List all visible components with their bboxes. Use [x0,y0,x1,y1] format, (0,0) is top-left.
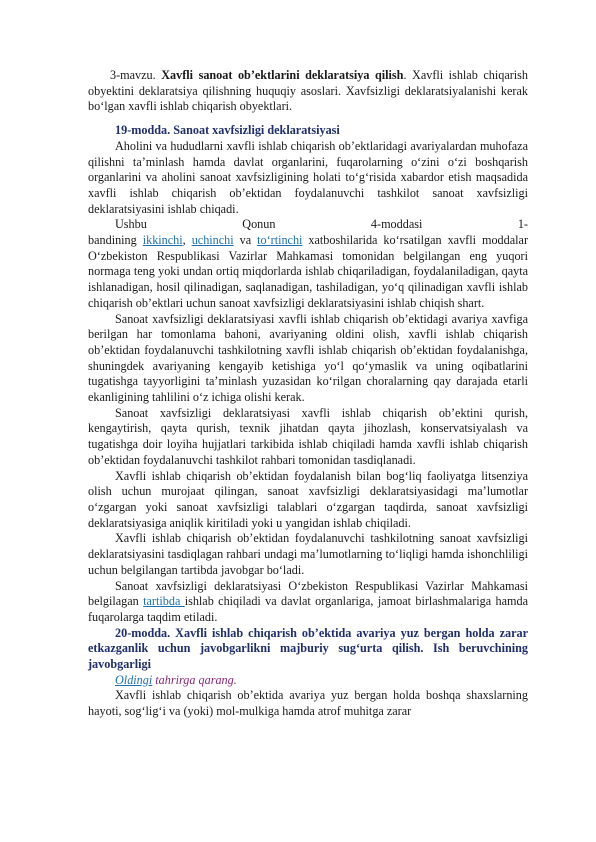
topic-prefix: 3-mavzu. [110,68,162,82]
conjunction-va: va [233,233,258,248]
article-20-paragraph-1: Xavfli ishlab chiqarish ob’ektida avariya yuz bergan holda boshqa shaxslarning hayoti, sog‘lig‘i va (yoki) mol-mulkiga hamda atrof muhitga zarar [88,688,528,719]
article-19-paragraph-3: Sanoat xavfsizligi deklaratsiyasi xavfli ishlab chiqarish ob’ektidagi avariya xavfiga berilgan har tomonlama bahoni, avariyaning oldini olish, xavfli ishlab chiqarish ob’ektidan foydalanuvchi tashkilotning xavfli ishlab chiqarish ob’ektidan foydalanishga, shuningdek avariyaning kengayib ketishiga yo‘l qo‘ymaslik va uning oqibatlarini tugatishga tayyorligini ta’minlash yuzasidan ko‘rilgan choralarning qay darajada etarli ekanligining tahlilini o‘z ichiga olishi kerak. [88,311,528,405]
topic-title: Xavfli sanoat ob’ektlarini deklaratsiya qilish [161,68,404,82]
link-oldingi[interactable]: Oldingi [115,672,153,687]
paragraph-7-rest: ishlab chiqiladi va davlat organlariga, jamoat birlashmalariga hamda fuqarolarga taqdim etiladi. [88,594,528,624]
edition-note-text: tahrirga qarang. [152,672,237,687]
word-ushbu: Ushbu [115,217,147,232]
comma: , [182,233,192,248]
paragraph-7-start: Sanoat xavfsizligi deklaratsiyasi O‘zbekiston Respublikasi Vazirlar Mahkamasi belgilagan [88,578,528,609]
article-19-paragraph-4: Sanoat xavfsizligi deklaratsiyasi xavfli ishlab chiqarish ob’ektini qurish, kengaytirish, qayta qurish, texnik jihatdan qayta jihozlash, konservatsiyalash va tugatishga doir loyiha hujjatlari tarkibida ishlab chiqiladi hamda xavfli ishlab chiqarish ob’ektidan foydalanuvchi tashkilot rahbari tomonidan tasdiqlanadi. [88,405,528,467]
article-19-paragraph-1: Aholini va hududlarni xavfli ishlab chiqarish ob’ektlaridagi avariyalardan muhofaza qilishni ta’minlash hamda davlat organlarini, fuqarolarning o‘zini o‘zi boshqarish organlarini va aholini sanoat xavfsizligining holati to‘g‘risida xabardor etish maqsadida xavfli ishlab chiqarish ob’ektidan foydalanuvchi tashkilot sanoat xavfsizligi deklaratsiyasini ishlab chiqadi. [88,138,528,216]
word-band: 1- [517,217,528,232]
article-19-paragraph-6: Xavfli ishlab chiqarish ob’ektidan foydalanuvchi tashkilotning sanoat xavfsizligi deklaratsiyasini tasdiqlagan rahbari undagi ma’lumotlarning to‘liqligi hamda ishonchliligi uchun belgilangan tartibda javobgar bo‘ladi. [88,531,528,577]
link-ikkinchi[interactable]: ikkinchi [142,233,183,248]
article-19-heading: 19-modda. Sanoat xavfsizligi deklaratsiyasi [115,123,340,138]
article-19-paragraph-2-first-line [88,217,528,233]
paragraph-2-start: bandining [88,233,143,248]
article-19-paragraph-5: Xavfli ishlab chiqarish ob’ektidan foydalanish bilan bog‘liq faoliyatga litsenziya olish uchun murojaat qilingan, sanoat xavfsizligi deklaratsiyasidagi ma’lumotlar o‘zgargan yoki sanoat xavfsizligi talablari o‘zgargan taqdirda, sanoat xavfsizligi deklaratsiyasiga aniqlik kiritiladi yoki u yangidan ishlab chiqiladi. [88,468,528,530]
topic-description: . Xavfli ishlab chiqarish obyektini deklaratsiya qilishning huquqiy asoslari. Xavfsizligi deklaratsiyalanishi kerak bo‘lgan xavfli ishlab chiqarish obyektlari. [88,68,529,114]
link-uchinchi[interactable]: uchinchi [191,233,234,248]
link-tartibda[interactable]: tartibda [143,594,185,609]
article-19-paragraph-7 [88,579,528,626]
word-qonun: Qonun [242,217,276,232]
edition-note [88,673,528,689]
topic-paragraph [88,68,528,115]
link-tortinchi[interactable]: to‘rtinchi [257,233,303,248]
article-20-heading: 20-modda. Xavfli ishlab chiqarish ob’ektida avariya yuz bergan holda zarar etkazganlik uchun javobgarlikni majburiy sug‘urta qilish. Ish beruvchining javobgarligi [88,625,528,672]
word-moddasi: 4-moddasi [370,217,423,232]
paragraph-2-rest: xatboshilarida ko‘rsatilgan xavfli moddalar O‘zbekiston Respublikasi Vazirlar Mahkamasi tomonidan belgilangan eng yuqori normaga teng yoki undan ortiq miqdorlarda ishlab chiqariladigan, foydalaniladigan, qayta ishlanadigan, hosil qilinadigan, saqlanadigan, tashiladigan, yo‘q qilinadigan xavfli ishlab chiqarish ob’ektlari uchun sanoat xavfsizligi deklaratsiyasini ishlab chiqish shart. [88,233,529,310]
document-page [88,68,528,720]
article-19-paragraph-2 [88,233,528,312]
